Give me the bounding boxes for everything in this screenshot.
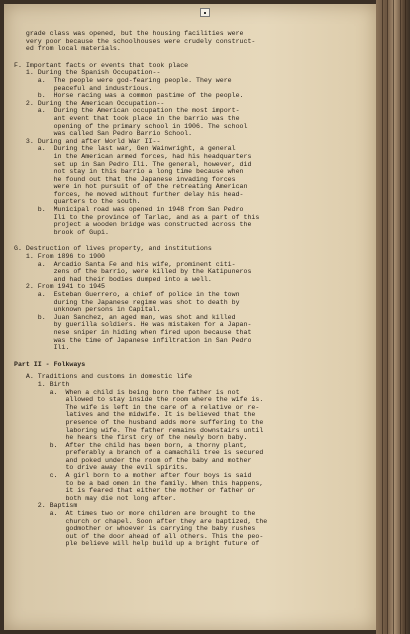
text-line: allowed to stay inside the room where the wife is. [14, 396, 264, 404]
page-edge-stack [376, 0, 410, 634]
document-text [14, 30, 374, 548]
text-line: nese sniper in hiding when fired upon because that [14, 328, 252, 336]
text-line: godmother or whoever is carrying the baby rushes [14, 525, 256, 533]
text-line: a. When a child is being born the father is not [14, 388, 240, 396]
text-line: forces, he moved without further delay his head- [14, 190, 244, 198]
text-line: zens of the barrio, were killed by the Katipuneros [14, 268, 252, 276]
text-line: unknown persons in Capital. [14, 306, 161, 314]
text-line: a. During the last war, Gen Wainwright, a general [14, 145, 236, 153]
section-heading: A. Traditions and customs in domestic life [14, 373, 193, 381]
text-line: latives and the midwife. It is believed that the [14, 411, 256, 419]
section-g [14, 245, 374, 351]
text-line: he found out that the Japanese invading forces [14, 175, 236, 183]
text-line: set up in San Pedro Ili. The general, however, did [14, 160, 252, 168]
text-line: ant event that took place in the barrio was the [14, 114, 240, 122]
text-line: 2. From 1941 to 1945 [14, 283, 106, 291]
text-line: quarters to the south. [14, 198, 141, 206]
section-f [14, 62, 374, 237]
text-line: out of the door ahead of all others. This the peo- [14, 532, 264, 540]
text-line: b. Municipal road was opened in 1948 from San Pedro [14, 206, 244, 214]
text-line: laboring wife. The father remains downstairs until [14, 426, 264, 434]
text-line: both may die not long after. [14, 494, 177, 502]
text-line: brook of Gupi. [14, 228, 109, 236]
text-line: grade class was opened, but the housing facilities were [14, 30, 244, 37]
text-line: opening of the primary school in 1906. The school [14, 122, 248, 130]
text-line: 1. From 1896 to 1900 [14, 253, 106, 261]
text-line: ed from local materials. [14, 45, 121, 53]
text-line: b. Juan Sanchez, an aged man, was shot and killed [14, 313, 236, 321]
text-line: during the Japanese regime was shot to death by [14, 298, 240, 306]
text-line: Ili to the province of Tarlac, and as a part of this [14, 213, 260, 221]
text-line: was the time of Japanese infiltration in San Pedro [14, 336, 252, 344]
text-line: by guerilla soldiers. He was mistaken for a Japan- [14, 321, 252, 329]
text-line: 1. Birth [14, 380, 70, 388]
part-two [14, 361, 374, 548]
text-line: and had their bodies dumped into a well. [14, 275, 212, 283]
text-line: peaceful and industrious. [14, 84, 153, 92]
text-line: very poor because the schoolhouses were crudely construct- [14, 37, 256, 45]
section-heading: G. Destruction of lives property, and institutions [14, 245, 212, 253]
intro-block [14, 30, 374, 53]
text-line: a. At times two or more children are brought to the [14, 510, 256, 518]
text-line: a. Arcadio Santa Fe and his wife, prominent citi- [14, 260, 236, 268]
text-line: was called San Pedro Barrio School. [14, 130, 193, 138]
text-line: ple believe will help build up a bright future of [14, 540, 260, 548]
text-line: in the American armed forces, had his headquarters [14, 152, 252, 160]
text-line: presence of the husband adds more suffering to the [14, 418, 264, 426]
text-line: were in hot pursuit of of the retreating American [14, 183, 248, 191]
binder-tab [200, 8, 210, 17]
text-line: and poked under the room of the baby and mother [14, 456, 252, 464]
text-line: 2. Baptism [14, 502, 78, 510]
text-line: 1. During the Spanish Occupation-- [14, 69, 161, 77]
section-heading: F. Important facts or events that took place [14, 61, 189, 69]
text-line: he hears the first cry of the newly born baby. [14, 434, 248, 442]
text-line: not stay in this barrio a long time because when [14, 168, 244, 176]
text-line: a. The people were god-fearing people. They were [14, 76, 232, 84]
text-line: The wife is left in the care of a relative or re- [14, 403, 260, 411]
text-line: a. During the American occupation the most import- [14, 107, 240, 115]
text-line: to be a bad omen in the family. When this happens, [14, 479, 264, 487]
text-line: project a wooden bridge was constructed across the [14, 221, 252, 229]
text-line: b. After the child has been born, a thorny plant, [14, 441, 248, 449]
text-line: Ili. [14, 344, 70, 352]
text-line: church or chapel. Soon after they are baptized, the [14, 517, 268, 525]
text-line: preferably a branch of a camachili tree is secured [14, 449, 264, 457]
text-line: c. A girl born to a mother after four boys is said [14, 472, 252, 480]
text-line: 2. During the American Occupation-- [14, 99, 165, 107]
part-heading: Part II - Folkways [14, 360, 86, 368]
text-line: b. Horse racing was a common pastime of the people. [14, 92, 244, 100]
text-line: 3. During and after World War II-- [14, 137, 161, 145]
text-line: to drive away the evil spirits. [14, 464, 189, 472]
text-line: a. Esteban Guerrero, a chief of police in the town [14, 291, 240, 298]
text-line: it is feared that either the mother or father or [14, 487, 256, 495]
